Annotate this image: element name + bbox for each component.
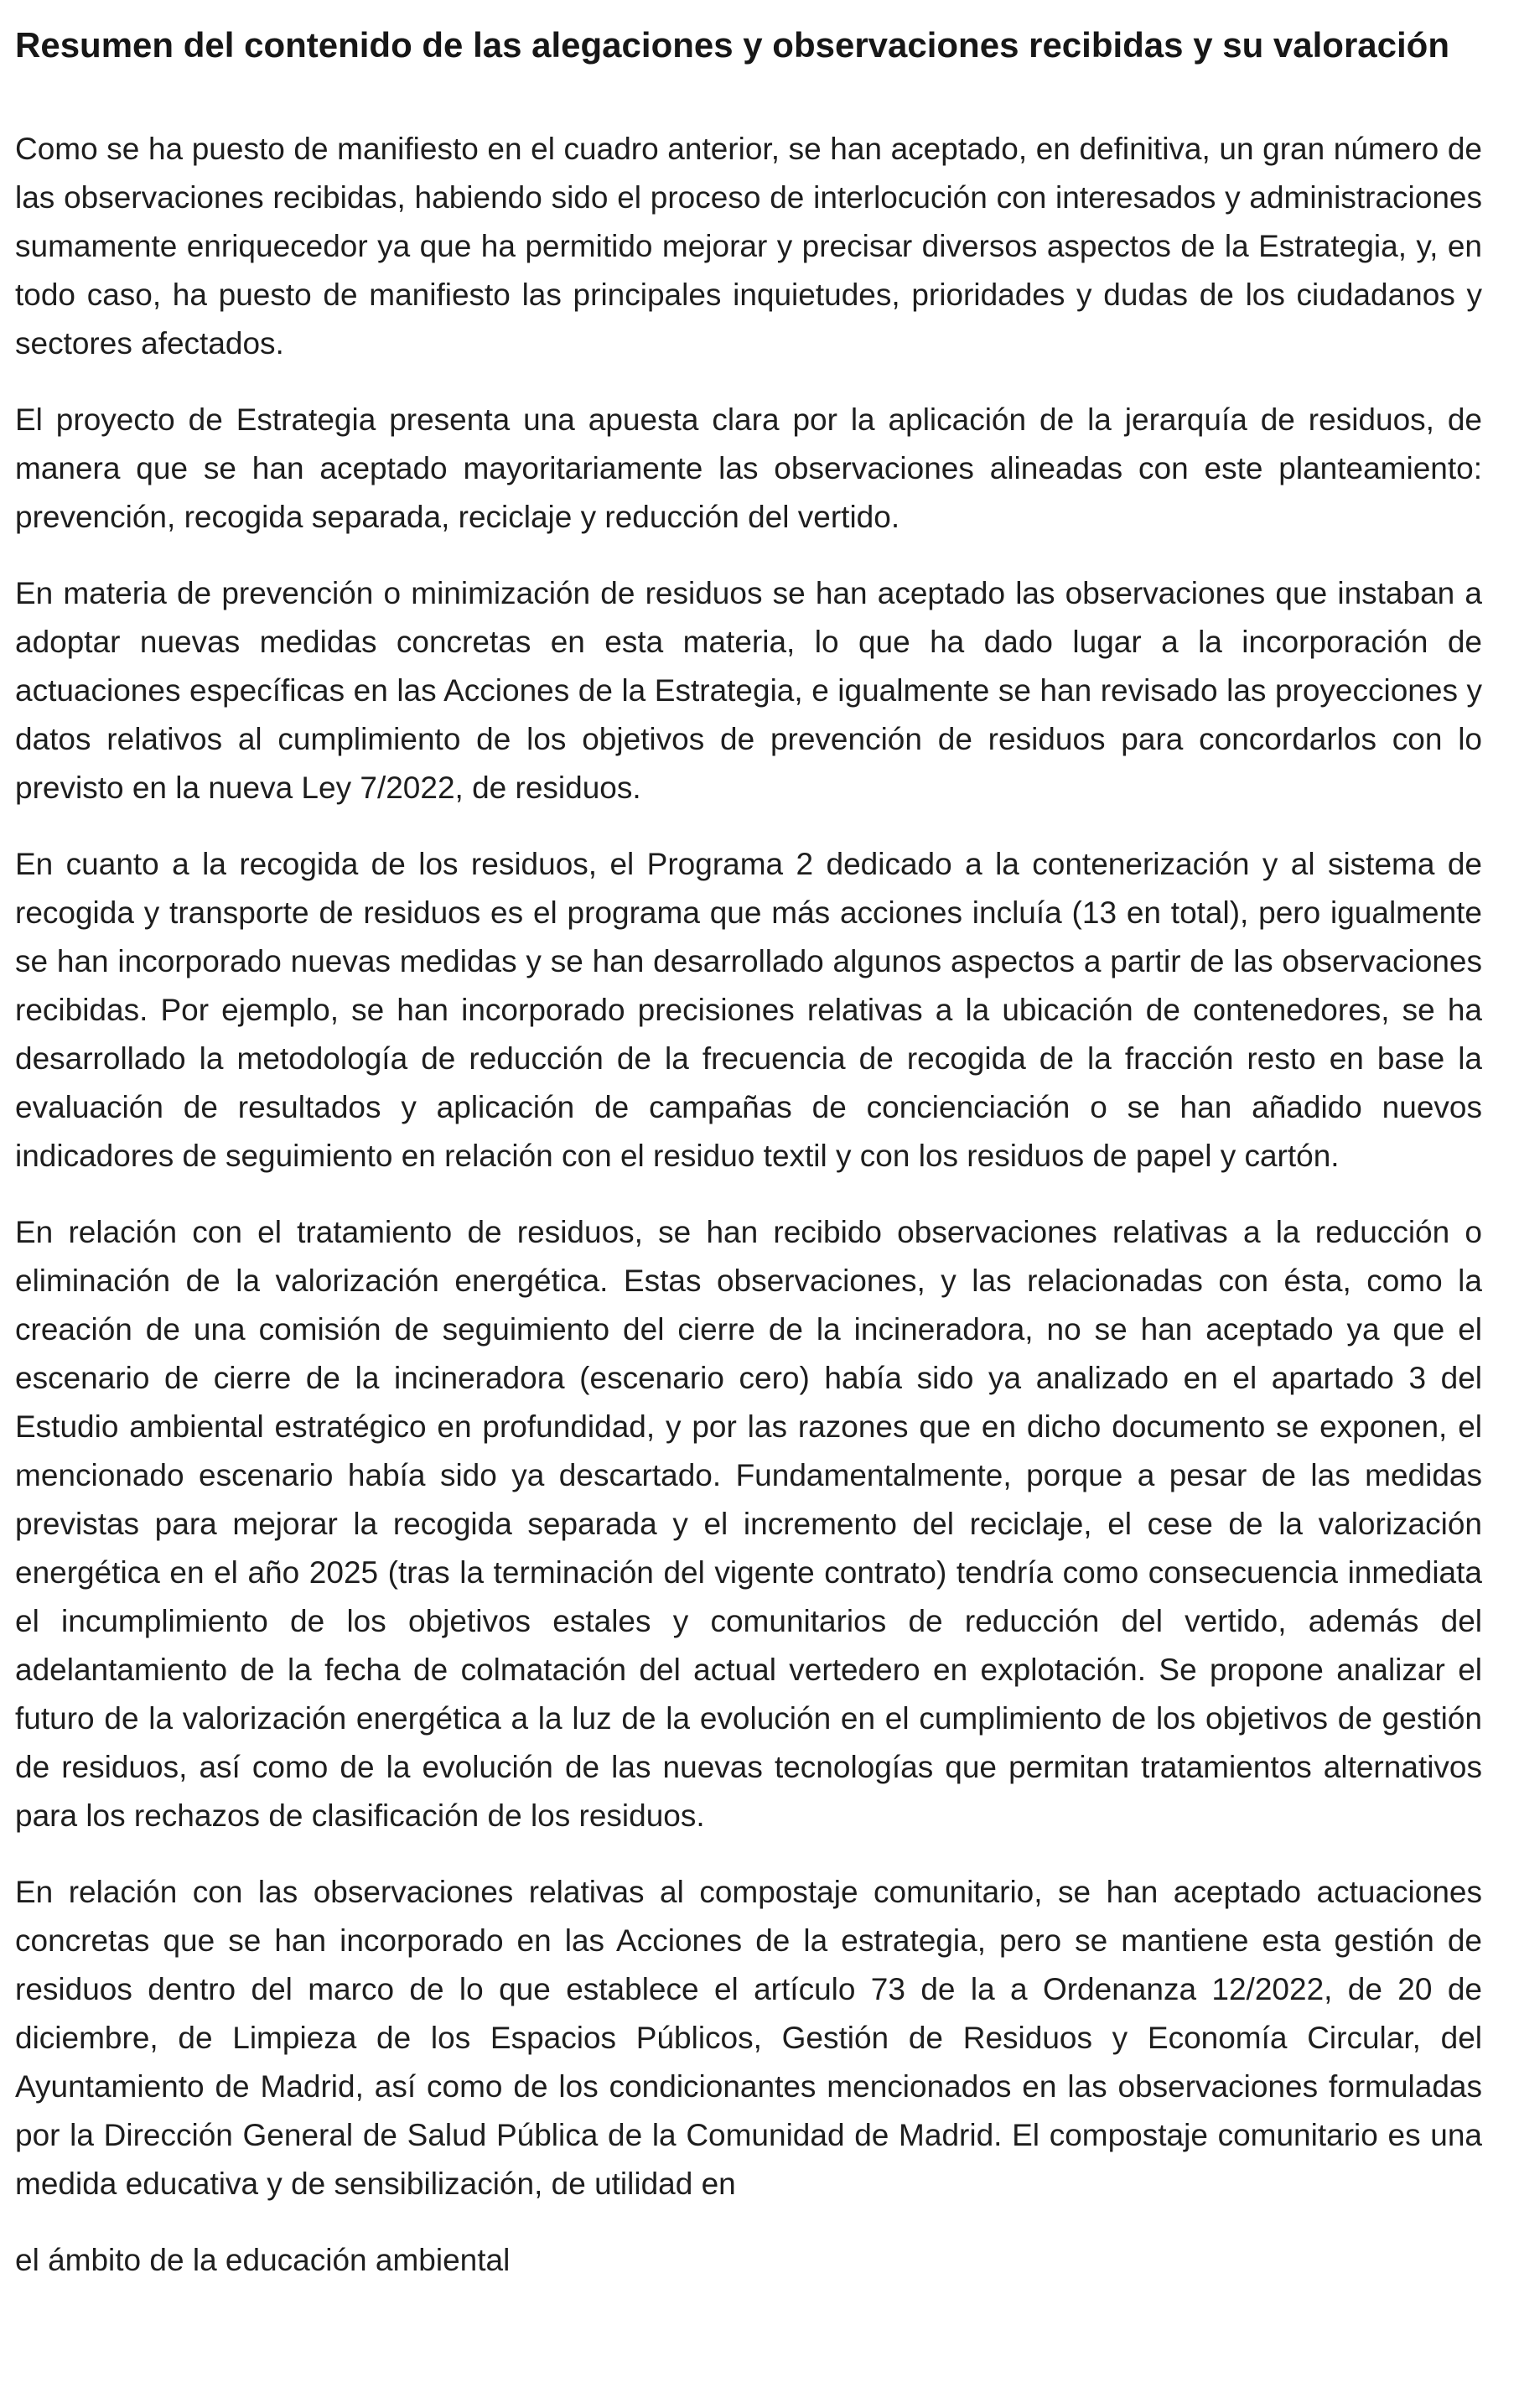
paragraph-recogida: En cuanto a la recogida de los residuos, el Programa 2 dedicado a la contenerización y al sistema de recogida y transporte de residuos es el programa que más acciones incluía (13 en total), pero igualmente se han incorporado nuevas medidas y se han desarrollado algunos aspectos a partir de las observaciones recibidas. Por ejemplo, se han incorporado precisiones relativas a la ubicación de contenedores, se ha desarrollado la metodología de reducción de la frecuencia de recogida de la fracción resto en base la evaluación de resultados y aplicación de campañas de concienciación o se han añadido nuevos indicadores de seguimiento en relación con el residuo textil y con los residuos de papel y cartón. <box>15 847 1482 1173</box>
paragraph-jerarquia-residuos: El proyecto de Estrategia presenta una apuesta clara por la aplicación de la jerarquía de residuos, de manera que se han aceptado mayoritariamente las observaciones alineadas con este planteamiento: prevención, recogida separada, reciclaje y reducción del vertido. <box>15 402 1482 534</box>
paragraph-prevencion: En materia de prevención o minimización de residuos se han aceptado las observaciones que instaban a adoptar nuevas medidas concretas en esta materia, lo que ha dado lugar a la incorporación de actuaciones específicas en las Acciones de la Estrategia, e igualmente se han revisado las proyecciones y datos relativos al cumplimiento de los objetivos de prevención de residuos para concordarlos con lo previsto en la nueva Ley 7/2022, de residuos. <box>15 576 1482 805</box>
paragraph-clipped-bottom-line: el ámbito de la educación ambiental <box>15 2243 511 2277</box>
document-title: Resumen del contenido de las alegaciones y observaciones recibidas y su valoración <box>15 25 1449 65</box>
paragraph-compostaje: En relación con las observaciones relativas al compostaje comunitario, se han aceptado actuaciones concretas que se han incorporado en las Acciones de la estrategia, pero se mantiene esta gestión de residuos dentro del marco de lo que establece el artículo 73 de la a Ordenanza 12/2022, de 20 de diciembre, de Limpieza de los Espacios Públicos, Gestión de Residuos y Economía Circular, del Ayuntamiento de Madrid, así como de los condicionantes mencionados en las observaciones formuladas por la Dirección General de Salud Pública de la Comunidad de Madrid. El compostaje comunitario es una medida educativa y de sensibilización, de utilidad en <box>15 1875 1482 2201</box>
paragraph-introduction: Como se ha puesto de manifiesto en el cuadro anterior, se han aceptado, en definitiva, un gran número de las observaciones recibidas, habiendo sido el proceso de interlocución con interesados y administraciones sumamente enriquecedor ya que ha permitido mejorar y precisar diversos aspectos de la Estrategia, y, en todo caso, ha puesto de manifiesto las principales inquietudes, prioridades y dudas de los ciudadanos y sectores afectados. <box>15 132 1482 361</box>
paragraph-tratamiento: En relación con el tratamiento de residuos, se han recibido observaciones relativas a la reducción o eliminación de la valorización energética. Estas observaciones, y las relacionadas con ésta, como la creación de una comisión de seguimiento del cierre de la incineradora, no se han aceptado ya que el escenario de cierre de la incineradora (escenario cero) había sido ya analizado en el apartado 3 del Estudio ambiental estratégico en profundidad, y por las razones que en dicho documento se exponen, el mencionado escenario había sido ya descartado. Fundamentalmente, porque a pesar de las medidas previstas para mejorar la recogida separada y el incremento del reciclaje, el cese de la valorización energética en el año 2025 (tras la terminación del vigente contrato) tendría como consecuencia inmediata el incumplimiento de los objetivos estales y comunitarios de reducción del vertido, además del adelantamiento de la fecha de colmatación del actual vertedero en explotación. Se propone analizar el futuro de la valorización energética a la luz de la evolución en el cumplimiento de los objetivos de gestión de residuos, así como de la evolución de las nuevas tecnologías que permitan tratamientos alternativos para los rechazos de clasificación de los residuos. <box>15 1215 1482 1833</box>
